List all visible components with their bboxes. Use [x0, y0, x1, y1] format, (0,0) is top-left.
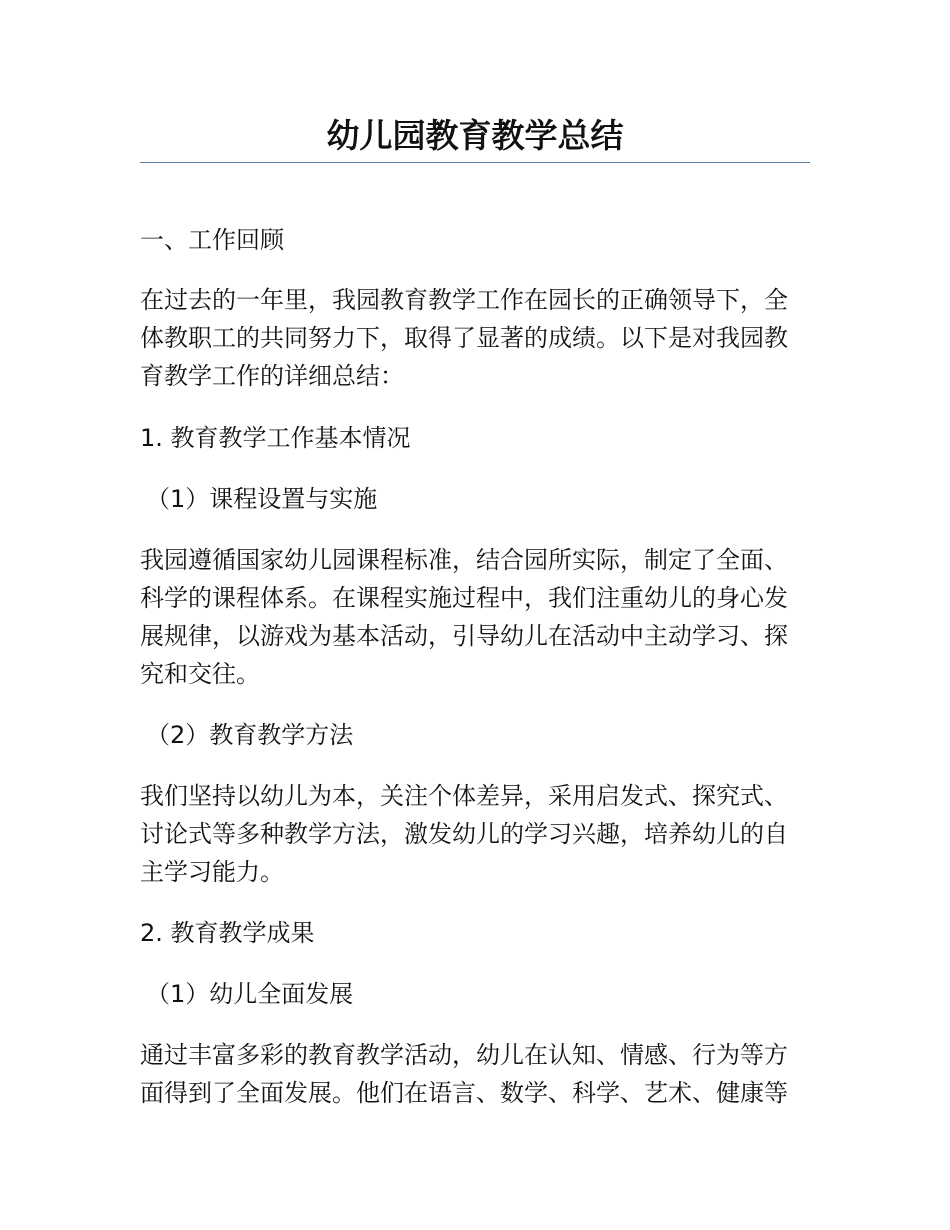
methods-paragraph-line: 讨论式等多种教学方法，激发幼儿的学习兴趣，培养幼儿的自 — [140, 820, 788, 848]
development-paragraph-line: 面得到了全面发展。他们在语言、数学、科学、艺术、健康等 — [140, 1079, 788, 1107]
curriculum-paragraph-line: 展规律，以游戏为基本活动，引导幼儿在活动中主动学习、探 — [140, 622, 788, 650]
subheading-teaching-methods: （2）教育教学方法 — [146, 721, 354, 749]
methods-paragraph-line: 主学习能力。 — [140, 858, 284, 886]
intro-paragraph-line: 育教学工作的详细总结： — [140, 362, 404, 390]
title-underline — [140, 162, 810, 163]
intro-paragraph-line: 体教职工的共同努力下，取得了显著的成绩。以下是对我园教 — [140, 324, 788, 352]
curriculum-paragraph-line: 科学的课程体系。在课程实施过程中，我们注重幼儿的身心发 — [140, 584, 788, 612]
subheading-curriculum: （1）课程设置与实施 — [146, 485, 378, 513]
section-heading-work-review: 一、工作回顾 — [140, 226, 284, 254]
curriculum-paragraph-line: 究和交往。 — [140, 660, 260, 688]
item-heading-basic-situation: 1. 教育教学工作基本情况 — [140, 424, 411, 452]
curriculum-paragraph-line: 我园遵循国家幼儿园课程标准，结合园所实际，制定了全面、 — [140, 546, 788, 574]
item-heading-teaching-results: 2. 教育教学成果 — [140, 919, 315, 947]
methods-paragraph-line: 我们坚持以幼儿为本，关注个体差异，采用启发式、探究式、 — [140, 782, 788, 810]
intro-paragraph-line: 在过去的一年里，我园教育教学工作在园长的正确领导下，全 — [140, 286, 788, 314]
subheading-all-round-development: （1）幼儿全面发展 — [146, 980, 354, 1008]
development-paragraph-line: 通过丰富多彩的教育教学活动，幼儿在认知、情感、行为等方 — [140, 1041, 788, 1069]
document-title: 幼儿园教育教学总结 — [326, 116, 624, 155]
